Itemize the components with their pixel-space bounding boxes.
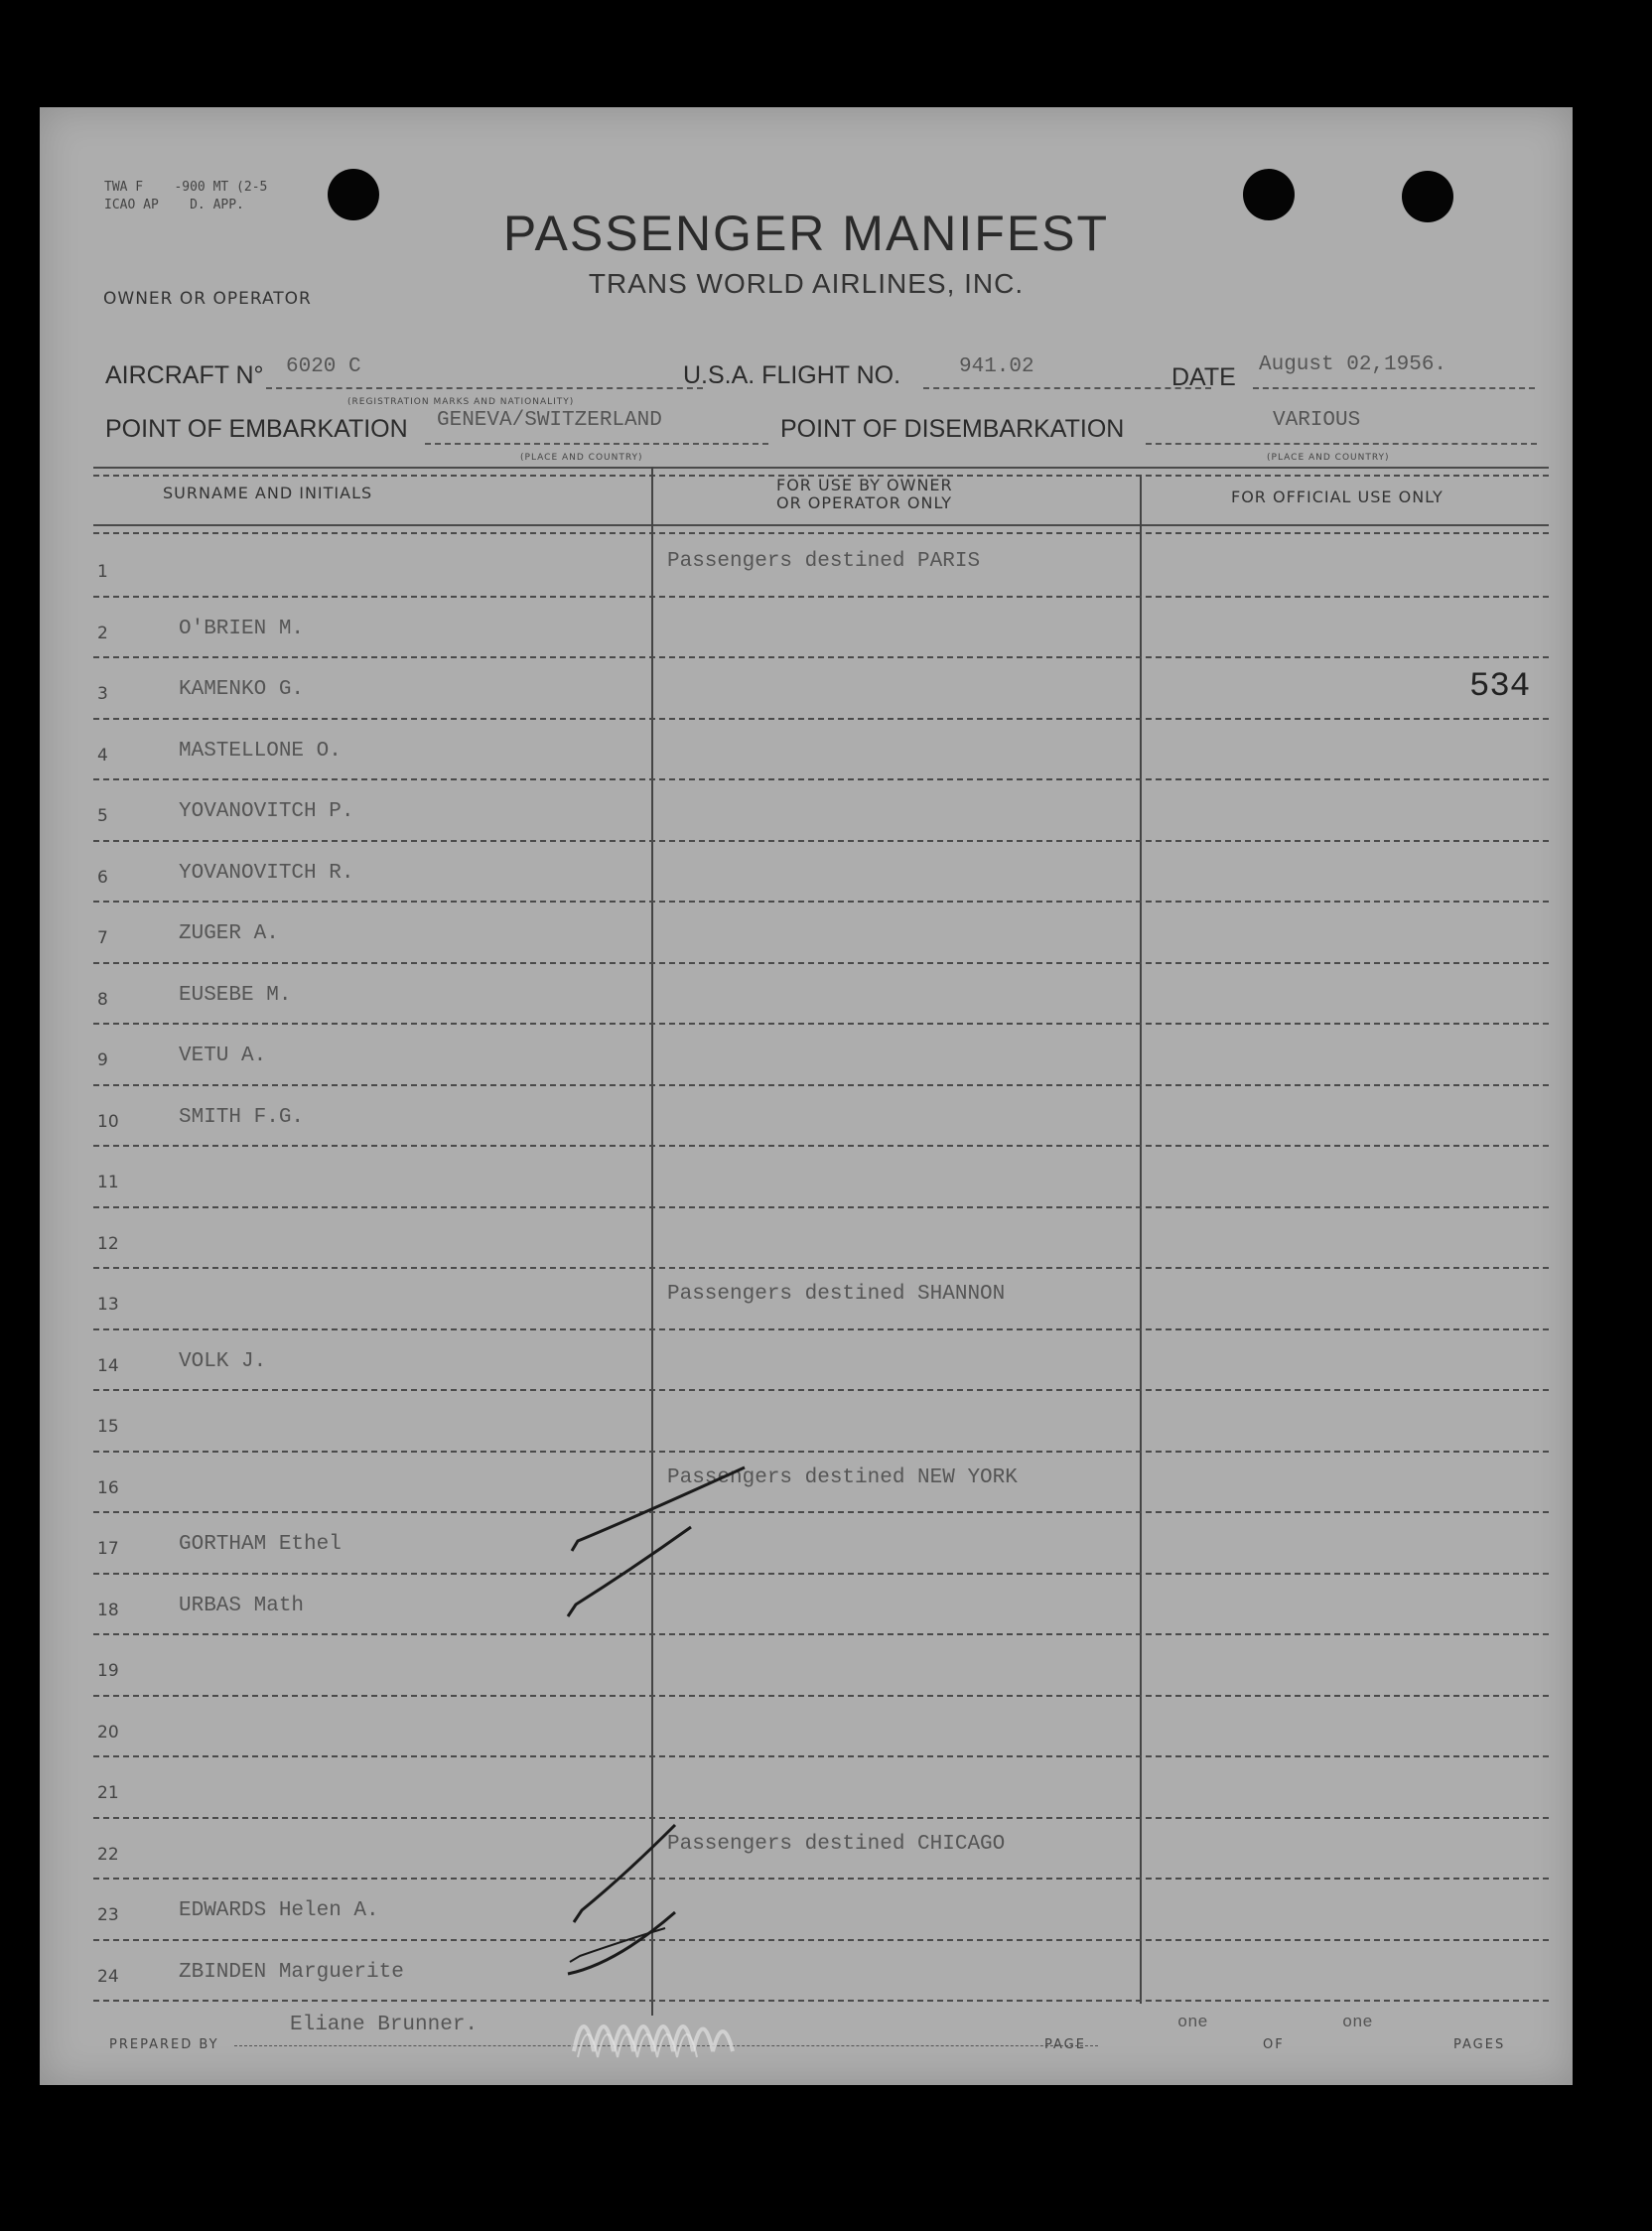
row-rule	[93, 1511, 1549, 1513]
official-column-header: FOR OFFICIAL USE ONLY	[1231, 488, 1444, 506]
embarkation-underline	[425, 443, 768, 445]
row-number: 5	[97, 806, 108, 826]
row-number: 22	[97, 1844, 119, 1865]
row-rule	[93, 1755, 1549, 1757]
document-subtitle: TRANS WORLD AIRLINES, INC.	[588, 268, 1025, 299]
check-mark-23	[574, 1825, 675, 1922]
passenger-name: GORTHAM Ethel	[179, 1533, 342, 1556]
illegible-signature-stamp	[564, 1992, 762, 2071]
passenger-name: EUSEBE M.	[179, 983, 292, 1007]
surname-column-header: SURNAME AND INITIALS	[163, 484, 373, 502]
aircraft-hint: (REGISTRATION MARKS AND NATIONALITY)	[347, 397, 575, 407]
passenger-name: KAMENKO G.	[179, 678, 305, 701]
row-number: 18	[97, 1600, 119, 1620]
owner-operator-label: OWNER OR OPERATOR	[103, 289, 312, 309]
disembarkation-hint: (PLACE AND COUNTRY)	[1267, 453, 1390, 463]
owner-note: Passengers destined SHANNON	[667, 1283, 1006, 1306]
aircraft-underline	[266, 387, 703, 389]
row-rule	[93, 962, 1549, 964]
passenger-name: YOVANOVITCH P.	[179, 800, 354, 823]
row-number: 13	[97, 1295, 119, 1315]
page-value: one	[1177, 2014, 1208, 2032]
flight-label: U.S.A. FLIGHT NO.	[683, 361, 901, 389]
owner-note: Passengers destined NEW YORK	[667, 1465, 1018, 1489]
row-number: 14	[97, 1355, 119, 1376]
header-bottom-rule	[93, 524, 1549, 526]
row-rule	[93, 1878, 1549, 1880]
row-number: 19	[97, 1661, 119, 1681]
row-rule	[93, 1573, 1549, 1575]
document-title: PASSENGER MANIFEST	[502, 206, 1110, 261]
column-divider-1	[651, 467, 653, 2016]
passenger-name: URBAS Math	[179, 1594, 305, 1617]
row-number: 11	[97, 1173, 119, 1192]
owner-note: Passengers destined PARIS	[667, 550, 981, 573]
row-number: 4	[97, 745, 108, 766]
form-code-line-1: TWA F -900 MT (2-5	[104, 180, 268, 195]
of-value: one	[1342, 2014, 1373, 2032]
row-number: 9	[97, 1050, 108, 1070]
row-rule	[93, 1633, 1549, 1635]
owner-note: Passengers destined CHICAGO	[667, 1832, 1006, 1856]
date-value: August 02,1956.	[1259, 353, 1447, 376]
owner-column-header-line-2: OR OPERATOR ONLY	[776, 493, 953, 512]
embarkation-label: POINT OF EMBARKATION	[105, 415, 408, 443]
row-rule	[93, 1695, 1549, 1697]
row-rule	[93, 1023, 1549, 1025]
row-number: 20	[97, 1722, 119, 1743]
row-number: 21	[97, 1783, 119, 1803]
disembarkation-value: VARIOUS	[1273, 409, 1361, 432]
row-number: 16	[97, 1477, 119, 1498]
header-bottom-rule-2	[93, 532, 1549, 534]
row-rule	[93, 1084, 1549, 1086]
form-code-line-2: ICAO AP D. APP.	[104, 198, 244, 212]
row-number: 23	[97, 1905, 119, 1925]
row-number: 1	[97, 562, 108, 582]
passenger-name: EDWARDS Helen A.	[179, 1899, 379, 1922]
passenger-name: YOVANOVITCH R.	[179, 861, 354, 885]
flight-value: 941.02	[959, 355, 1034, 378]
row-rule	[93, 840, 1549, 842]
aircraft-label: AIRCRAFT N°	[105, 361, 264, 389]
owner-column-header-line-1: FOR USE BY OWNER	[776, 476, 953, 494]
passenger-name: SMITH F.G.	[179, 1105, 305, 1129]
date-underline	[1253, 387, 1535, 389]
row-rule	[93, 1267, 1549, 1269]
row-rule	[93, 1817, 1549, 1819]
row-number: 12	[97, 1233, 119, 1254]
row-rule	[93, 1451, 1549, 1453]
row-rule	[93, 596, 1549, 598]
row-rule	[93, 718, 1549, 720]
row-number: 17	[97, 1539, 119, 1559]
row-number: 2	[97, 623, 108, 643]
prepared-by-value: Eliane Brunner.	[290, 2014, 479, 2036]
passenger-name: VETU A.	[179, 1045, 267, 1067]
row-rule	[93, 1145, 1549, 1147]
row-number: 8	[97, 989, 108, 1010]
row-rule	[93, 1939, 1549, 1941]
row-rule	[93, 901, 1549, 903]
passenger-name: VOLK J.	[179, 1349, 267, 1373]
manifest-sheet	[40, 107, 1573, 2085]
row-rule	[93, 2000, 1549, 2002]
passenger-name: ZUGER A.	[179, 922, 279, 945]
row-rule	[93, 1389, 1549, 1391]
table-top-rule	[93, 467, 1549, 469]
pages-label: PAGES	[1453, 2037, 1506, 2052]
flight-underline	[923, 387, 1211, 389]
of-label: OF	[1263, 2037, 1285, 2052]
passenger-name: O'BRIEN M.	[179, 617, 305, 640]
passenger-name: ZBINDEN Marguerite	[179, 1960, 404, 1984]
row-number: 7	[97, 928, 108, 948]
page-label: PAGE	[1044, 2037, 1086, 2052]
row-number: 10	[97, 1111, 119, 1132]
prepared-by-label: PREPARED BY	[109, 2037, 219, 2052]
row-number: 24	[97, 1966, 119, 1987]
check-mark-24	[568, 1912, 675, 1974]
aircraft-value: 6020 C	[286, 355, 361, 378]
official-number: 534	[1469, 668, 1531, 706]
embarkation-hint: (PLACE AND COUNTRY)	[520, 453, 643, 463]
date-label: DATE	[1171, 363, 1236, 391]
row-rule	[93, 1328, 1549, 1330]
row-number: 3	[97, 684, 108, 704]
row-number: 15	[97, 1417, 119, 1437]
row-rule	[93, 778, 1549, 780]
disembarkation-underline	[1146, 443, 1537, 445]
column-divider-2	[1140, 475, 1142, 2004]
embarkation-value: GENEVA/SWITZERLAND	[437, 409, 662, 432]
row-rule	[93, 1206, 1549, 1208]
handwritten-check-marks	[40, 107, 1573, 2085]
disembarkation-label: POINT OF DISEMBARKATION	[780, 415, 1125, 443]
passenger-name: MASTELLONE O.	[179, 739, 342, 763]
row-number: 6	[97, 867, 108, 888]
row-rule	[93, 656, 1549, 658]
